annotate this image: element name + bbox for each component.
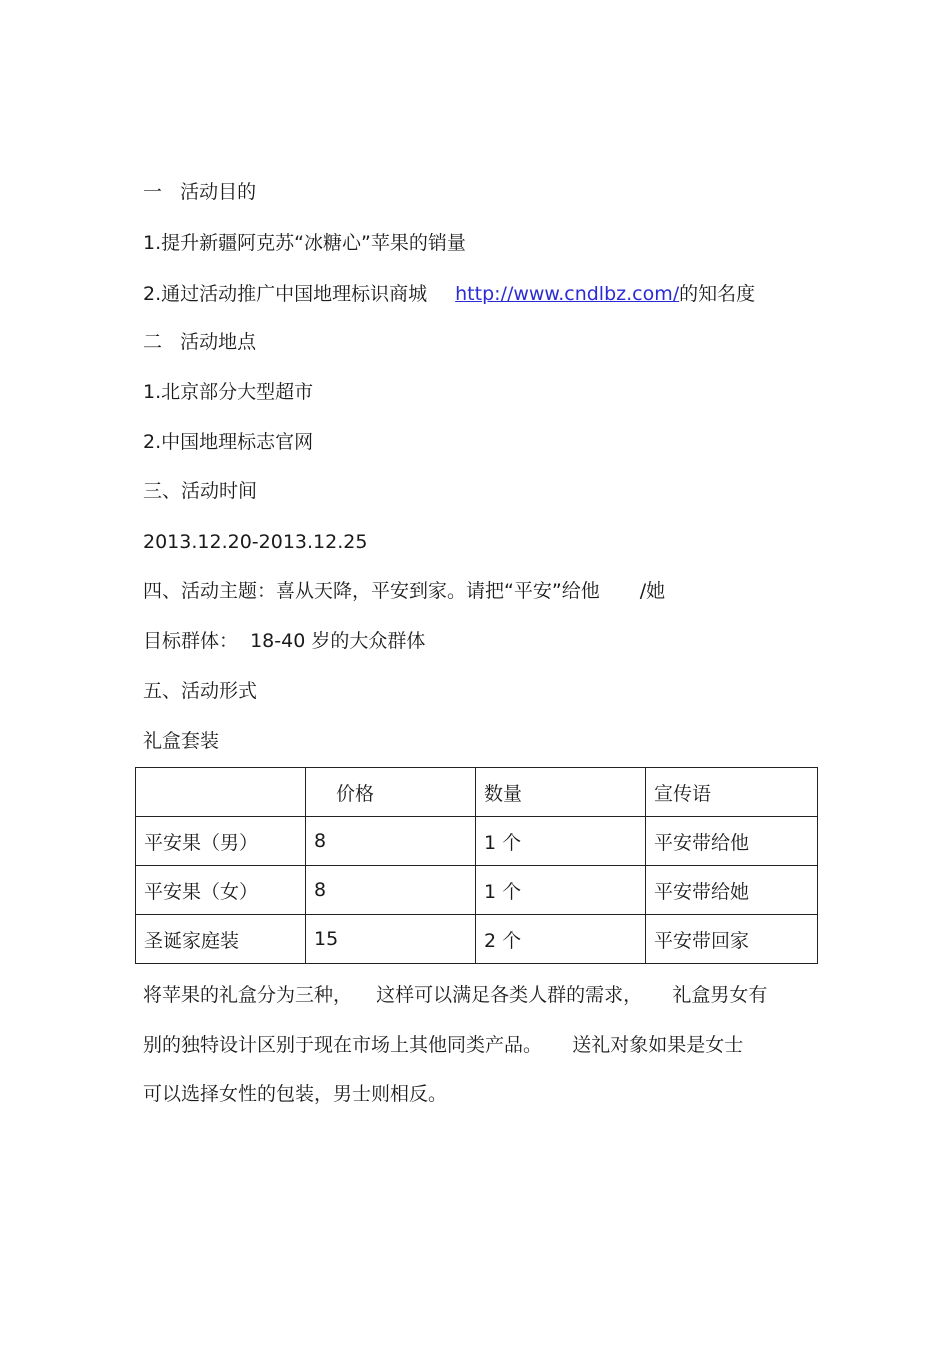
purpose-item-2-suffix: 的知名度 (679, 283, 756, 305)
table-header-cell: 价格 (306, 768, 476, 817)
table-cell: 平安带回家 (646, 915, 818, 964)
theme-suffix: /她 (639, 580, 666, 602)
gift-box-table (135, 767, 818, 964)
table-header-row (136, 768, 818, 817)
table-cell: 8 (306, 817, 476, 866)
table-cell: 1 个 (476, 866, 646, 915)
theme-line (143, 579, 665, 603)
section-heading-format: 五、活动形式 (143, 680, 258, 702)
section-heading-purpose: 一 活动目的 (143, 181, 257, 203)
location-item-2: 2.中国地理标志官网 (143, 431, 314, 453)
gift-box-subheading: 礼盒套装 (143, 730, 220, 752)
table-row (136, 866, 818, 915)
table-header-cell (136, 768, 306, 817)
date-range: 2013.12.20-2013.12.25 (143, 531, 368, 553)
table-header-cell: 数量 (476, 768, 646, 817)
purpose-item-2-text: 2.通过活动推广中国地理标识商城 (143, 283, 428, 305)
table-cell: 1 个 (476, 817, 646, 866)
paragraph-line: 将苹果的礼盒分为三种， 这样可以满足各类人群的需求， 礼盒男女有 (143, 984, 768, 1006)
table-cell: 圣诞家庭装 (136, 915, 306, 964)
table-header-cell: 宣传语 (646, 768, 818, 817)
table-cell: 8 (306, 866, 476, 915)
target-group: 目标群体： 18-40 岁的大众群体 (143, 630, 426, 652)
location-item-1: 1.北京部分大型超市 (143, 381, 314, 403)
table-row (136, 915, 818, 964)
table-cell: 2 个 (476, 915, 646, 964)
table-cell: 平安果（男） (136, 817, 306, 866)
section-heading-time: 三、活动时间 (143, 480, 258, 502)
paragraph-line: 别的独特设计区别于现在市场上其他同类产品。 送礼对象如果是女士 (143, 1034, 744, 1056)
section-heading-location: 二 活动地点 (143, 331, 257, 353)
purpose-item-2 (143, 282, 755, 306)
mall-website-link[interactable]: http://www.cndlbz.com/ (455, 283, 680, 305)
table-cell: 平安果（女） (136, 866, 306, 915)
table-cell: 平安带给他 (646, 817, 818, 866)
table-row (136, 817, 818, 866)
table-cell: 15 (306, 915, 476, 964)
paragraph-line: 可以选择女性的包装，男士则相反。 (143, 1083, 448, 1105)
theme-text: 四、活动主题：喜从天降，平安到家。请把“平安”给他 (143, 580, 600, 602)
purpose-item-1: 1.提升新疆阿克苏“冰糖心”苹果的销量 (143, 232, 466, 254)
table-cell: 平安带给她 (646, 866, 818, 915)
